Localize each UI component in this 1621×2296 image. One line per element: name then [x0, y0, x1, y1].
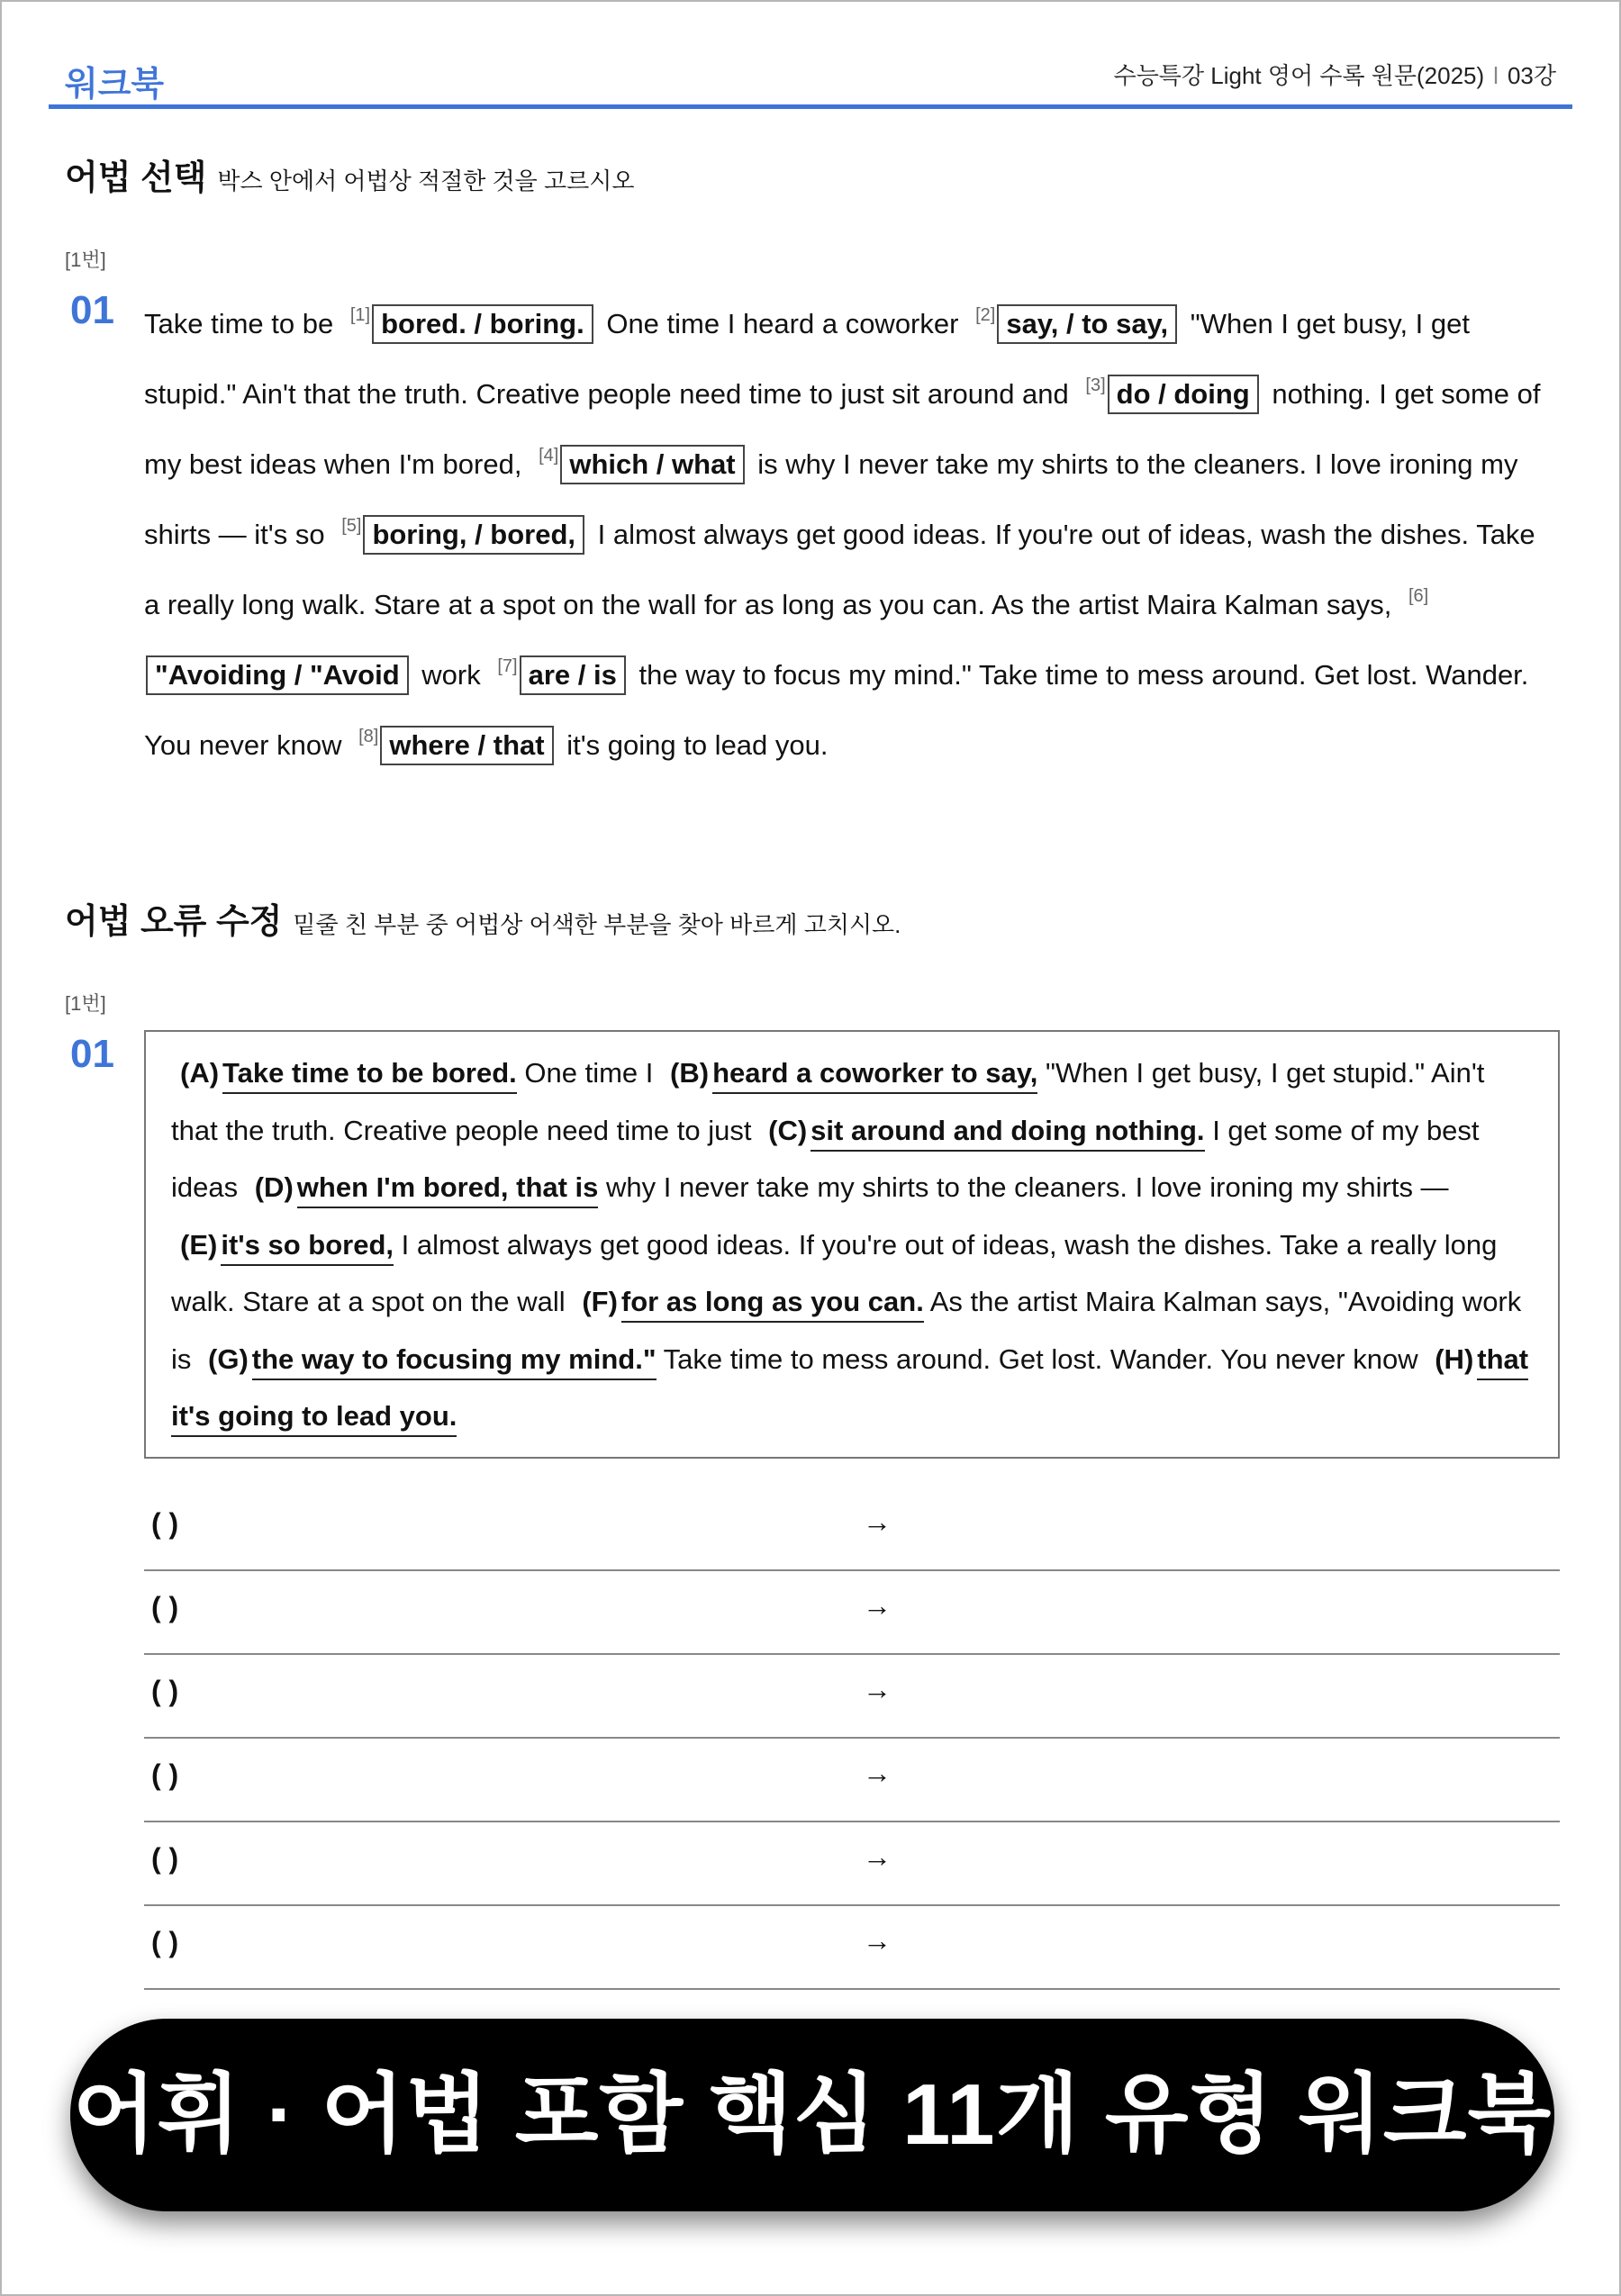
passage-text: I almost always get good ideas. If you're out of ideas, wash the dishes. Take a really long walk. Stare at a spot on the wall: [171, 1228, 1498, 1317]
choice-index: [7]: [497, 656, 518, 676]
underlined-phrase: it's so bored,: [221, 1229, 394, 1266]
passage-text: I get some of my best ideas: [171, 1114, 1480, 1203]
arrow-icon: →: [863, 1757, 892, 1789]
underline-label: (D): [254, 1171, 294, 1203]
question-number: 01: [70, 1032, 114, 1076]
source-title: 수능특강 Light 영어 수록 원문(2025): [1113, 62, 1485, 89]
answer-row[interactable]: [144, 1822, 1560, 1906]
underline-label: (E): [180, 1228, 218, 1261]
passage-text: why I never take my shirts to the cleaners. I love ironing my shirts —: [606, 1171, 1449, 1203]
answer-row[interactable]: [144, 1739, 1560, 1822]
choice-index: [8]: [358, 727, 379, 746]
choice-index: [4]: [539, 446, 559, 466]
choice-box[interactable]: say, / to say,: [997, 304, 1177, 344]
section-grammar-choice-title: [65, 149, 634, 199]
section-error-correction-title: [65, 893, 901, 943]
section-title-text: 어법 선택: [65, 159, 207, 197]
choice-box[interactable]: which / what: [560, 445, 744, 484]
underline-label: (G): [208, 1342, 249, 1375]
header-meta: [1114, 58, 1556, 91]
arrow-icon: →: [863, 1505, 892, 1538]
arrow-icon: →: [863, 1924, 892, 1957]
answer-row[interactable]: [144, 1655, 1560, 1739]
answer-blank[interactable]: ( ): [151, 1507, 179, 1540]
passage-text: Take time to be: [144, 308, 334, 339]
underline-label: (A): [180, 1057, 220, 1089]
page-header: [49, 49, 1572, 109]
passage-text: One time I heard a coworker: [606, 308, 959, 339]
answer-row[interactable]: [144, 1906, 1560, 1990]
underlined-phrase: heard a coworker to say,: [712, 1057, 1037, 1094]
passage-text: One time I: [524, 1057, 654, 1089]
choice-index: [1]: [349, 305, 371, 325]
item-label: [1번]: [65, 992, 106, 1015]
underlined-phrase: the way to focusing my mind.": [252, 1343, 657, 1380]
answer-blank[interactable]: ( ): [151, 1675, 179, 1707]
choice-box[interactable]: boring, / bored,: [363, 515, 584, 555]
section-instruction: 밑줄 친 부분 중 어법상 어색한 부분을 찾아 바르게 고치시오.: [293, 911, 901, 938]
underlined-phrase: when I'm bored, that is: [297, 1171, 599, 1208]
grammar-choice-passage: [144, 285, 1558, 776]
passage-text: "When I get busy, I get stupid." Ain't that the truth. Creative people need time to just: [171, 1057, 1485, 1146]
arrow-icon: →: [863, 1673, 892, 1705]
error-correction-passage: [144, 1030, 1560, 1459]
passage-text: As the artist Maira Kalman says, "Avoiding work is: [171, 1286, 1522, 1375]
choice-box[interactable]: are / is: [520, 655, 626, 695]
passage-text: work: [421, 659, 481, 691]
arrow-icon: →: [863, 1840, 892, 1873]
answer-blank[interactable]: ( ): [151, 1758, 179, 1791]
underlined-phrase: Take time to be bored.: [222, 1057, 517, 1094]
choice-index: [5]: [341, 516, 362, 536]
choice-index: [6]: [1408, 586, 1429, 606]
underline-label: (C): [768, 1114, 808, 1146]
answer-blank[interactable]: ( ): [151, 1926, 179, 1958]
underline-label: (F): [582, 1286, 618, 1317]
passage-text: "When I get busy, I get stupid." Ain't that the truth. Creative people need time to just sit around and: [144, 308, 1470, 410]
item-label: [1번]: [65, 249, 106, 271]
underlined-phrase: for as long as you can.: [621, 1286, 924, 1323]
choice-index: [3]: [1085, 375, 1106, 395]
passage-text: it's going to lead you.: [566, 729, 829, 761]
passage-text: Take time to mess around. Get lost. Wander. You never know: [663, 1342, 1418, 1375]
brand-title: 워크북: [65, 66, 165, 104]
question-number: 01: [70, 288, 114, 332]
answer-lines: [144, 1487, 1560, 1990]
underline-label: (H): [1435, 1342, 1474, 1375]
choice-box[interactable]: do / doing: [1108, 375, 1259, 414]
answer-row[interactable]: [144, 1571, 1560, 1655]
underline-label: (B): [670, 1057, 710, 1089]
choice-box[interactable]: "Avoiding / "Avoid: [146, 655, 409, 695]
choice-box[interactable]: bored. / boring.: [372, 304, 593, 344]
header-separator: l: [1493, 62, 1499, 89]
answer-blank[interactable]: ( ): [151, 1591, 179, 1623]
lesson-label: 03강: [1507, 62, 1556, 89]
answer-blank[interactable]: ( ): [151, 1842, 179, 1875]
passage-text: nothing. I get some of my best ideas when I'm bored,: [144, 378, 1541, 480]
passage-text: the way to focus my mind." Take time to mess around. Get lost. Wander. You never know: [144, 659, 1529, 761]
passage-text: I almost always get good ideas. If you're out of ideas, wash the dishes. Take a really long walk. Stare at a spot on the wall for as long as you can. As the artist Maira Kalman says,: [144, 519, 1535, 620]
promo-banner: [70, 2019, 1554, 2211]
section-title-text: 어법 오류 수정: [65, 903, 283, 941]
underlined-phrase: that it's going to lead you.: [171, 1343, 1528, 1438]
choice-index: [2]: [975, 305, 996, 325]
passage-text: is why I never take my shirts to the cleaners. I love ironing my shirts — it's so: [144, 448, 1518, 550]
promo-banner-text: 어휘 · 어법 포함 핵심 11개 유형 워크북: [72, 2066, 1553, 2163]
arrow-icon: →: [863, 1589, 892, 1622]
answer-row[interactable]: [144, 1487, 1560, 1571]
underlined-phrase: sit around and doing nothing.: [810, 1115, 1204, 1152]
choice-box[interactable]: where / that: [380, 726, 553, 765]
section-instruction: 박스 안에서 어법상 적절한 것을 고르시오: [217, 167, 635, 194]
